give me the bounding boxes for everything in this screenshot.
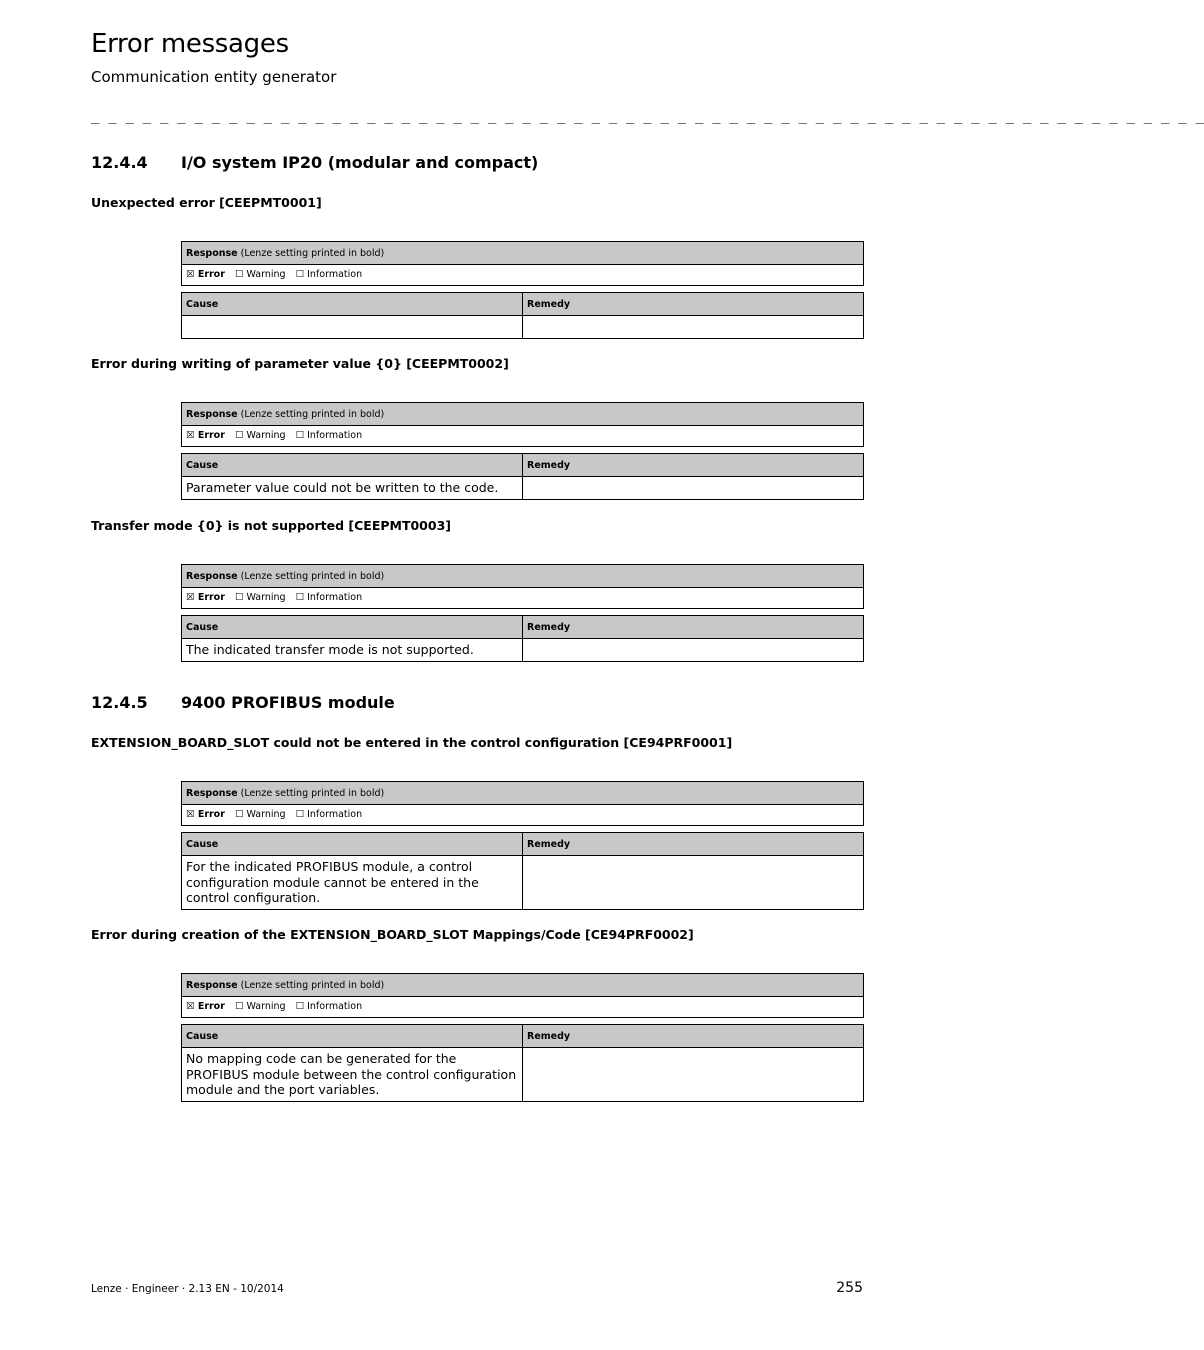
section-title: I/O system IP20 (modular and compact) (181, 153, 539, 172)
page-subtitle: Communication entity generator (91, 68, 337, 86)
option-information: ☐ Information (295, 1001, 363, 1012)
response-options (182, 588, 863, 608)
remedy-header: Remedy (527, 460, 571, 471)
response-options (182, 265, 863, 285)
option-error: ☒ Error (186, 592, 225, 603)
cause-remedy-table (181, 453, 864, 500)
option-warning: ☐ Warning (234, 430, 286, 441)
remedy-header: Remedy (527, 622, 571, 633)
response-note: (Lenze setting printed in bold) (237, 571, 385, 582)
response-table (181, 564, 864, 609)
response-note: (Lenze setting printed in bold) (237, 409, 385, 420)
cause-cell (182, 316, 523, 338)
message-title: Error during creation of the EXTENSION_BOARD_SLOT Mappings/Code [CE94PRF0002] (91, 927, 694, 942)
message-block (181, 241, 864, 339)
cause-header: Cause (182, 616, 523, 638)
response-label: Response (186, 248, 238, 259)
response-label: Response (186, 409, 238, 420)
cause-header: Cause (182, 833, 523, 855)
response-options (182, 805, 863, 825)
response-note: (Lenze setting printed in bold) (237, 788, 385, 799)
cause-remedy-row (182, 316, 863, 338)
remedy-cell (523, 477, 863, 499)
cause-remedy-header (182, 293, 863, 316)
response-note: (Lenze setting printed in bold) (237, 980, 385, 991)
message-title: EXTENSION_BOARD_SLOT could not be entered in the control configuration [CE94PRF0001] (91, 735, 733, 750)
response-header (182, 974, 863, 997)
cause-remedy-header (182, 616, 863, 639)
cause-remedy-header (182, 454, 863, 477)
remedy-cell (523, 856, 863, 909)
cause-remedy-table (181, 832, 864, 910)
option-information: ☐ Information (295, 269, 363, 280)
option-error: ☒ Error (186, 269, 225, 280)
message-block (181, 781, 864, 910)
option-information: ☐ Information (295, 430, 363, 441)
remedy-cell (523, 316, 863, 338)
option-warning: ☐ Warning (234, 592, 286, 603)
response-label: Response (186, 980, 238, 991)
cause-header: Cause (182, 1025, 523, 1047)
response-table (181, 973, 864, 1018)
remedy-header: Remedy (527, 1031, 571, 1042)
response-header (182, 242, 863, 265)
response-table (181, 241, 864, 286)
option-error: ☒ Error (186, 1001, 225, 1012)
option-warning: ☐ Warning (234, 1001, 286, 1012)
message-block (181, 402, 864, 500)
option-error: ☒ Error (186, 430, 225, 441)
response-note: (Lenze setting printed in bold) (237, 248, 385, 259)
option-information: ☐ Information (295, 592, 363, 603)
cause-cell: No mapping code can be generated for the PROFIBUS module between the control configuration module and the port variables. (182, 1048, 523, 1101)
cause-remedy-row (182, 1048, 863, 1101)
section-number: 12.4.4 (91, 153, 148, 172)
cause-remedy-row (182, 477, 863, 499)
response-header (182, 403, 863, 426)
cause-remedy-table (181, 292, 864, 339)
cause-remedy-row (182, 856, 863, 909)
option-warning: ☐ Warning (234, 269, 286, 280)
response-table (181, 781, 864, 826)
option-warning: ☐ Warning (234, 809, 286, 820)
response-table (181, 402, 864, 447)
cause-remedy-table (181, 615, 864, 662)
cause-header: Cause (182, 293, 523, 315)
message-title: Unexpected error [CEEPMT0001] (91, 195, 322, 210)
message-title: Transfer mode {0} is not supported [CEEPMT0003] (91, 518, 451, 533)
message-block (181, 973, 864, 1102)
option-error: ☒ Error (186, 809, 225, 820)
remedy-header: Remedy (527, 299, 571, 310)
header-separator: _ _ _ _ _ _ _ _ _ _ _ _ _ _ _ _ _ _ _ _ _ _ _ _ _ _ _ _ _ _ _ _ _ _ _ _ _ _ _ _ _ _ _ _ _ _ _ _ _ _ _ _ _ _ _ _ _ _ _ _ _ _ _ _ _ (91, 108, 1204, 124)
remedy-cell (523, 639, 863, 661)
section-heading (91, 693, 395, 713)
cause-remedy-table (181, 1024, 864, 1102)
response-options (182, 426, 863, 446)
response-label: Response (186, 571, 238, 582)
response-options (182, 997, 863, 1017)
response-header (182, 565, 863, 588)
cause-remedy-header (182, 833, 863, 856)
page-title: Error messages (91, 29, 289, 59)
page-number: 255 (836, 1280, 863, 1296)
message-title: Error during writing of parameter value {0} [CEEPMT0002] (91, 356, 509, 371)
footer-doc-info: Lenze · Engineer · 2.13 EN - 10/2014 (91, 1283, 284, 1295)
option-information: ☐ Information (295, 809, 363, 820)
cause-remedy-header (182, 1025, 863, 1048)
cause-remedy-row (182, 639, 863, 661)
remedy-header: Remedy (527, 839, 571, 850)
page-header (91, 28, 336, 86)
section-number: 12.4.5 (91, 693, 148, 712)
cause-header: Cause (182, 454, 523, 476)
section-heading (91, 153, 538, 173)
response-header (182, 782, 863, 805)
response-label: Response (186, 788, 238, 799)
remedy-cell (523, 1048, 863, 1101)
cause-cell: For the indicated PROFIBUS module, a control configuration module cannot be entered in the control configuration. (182, 856, 523, 909)
message-block (181, 564, 864, 662)
section-title: 9400 PROFIBUS module (181, 693, 395, 712)
cause-cell: Parameter value could not be written to the code. (182, 477, 523, 499)
cause-cell: The indicated transfer mode is not supported. (182, 639, 523, 661)
